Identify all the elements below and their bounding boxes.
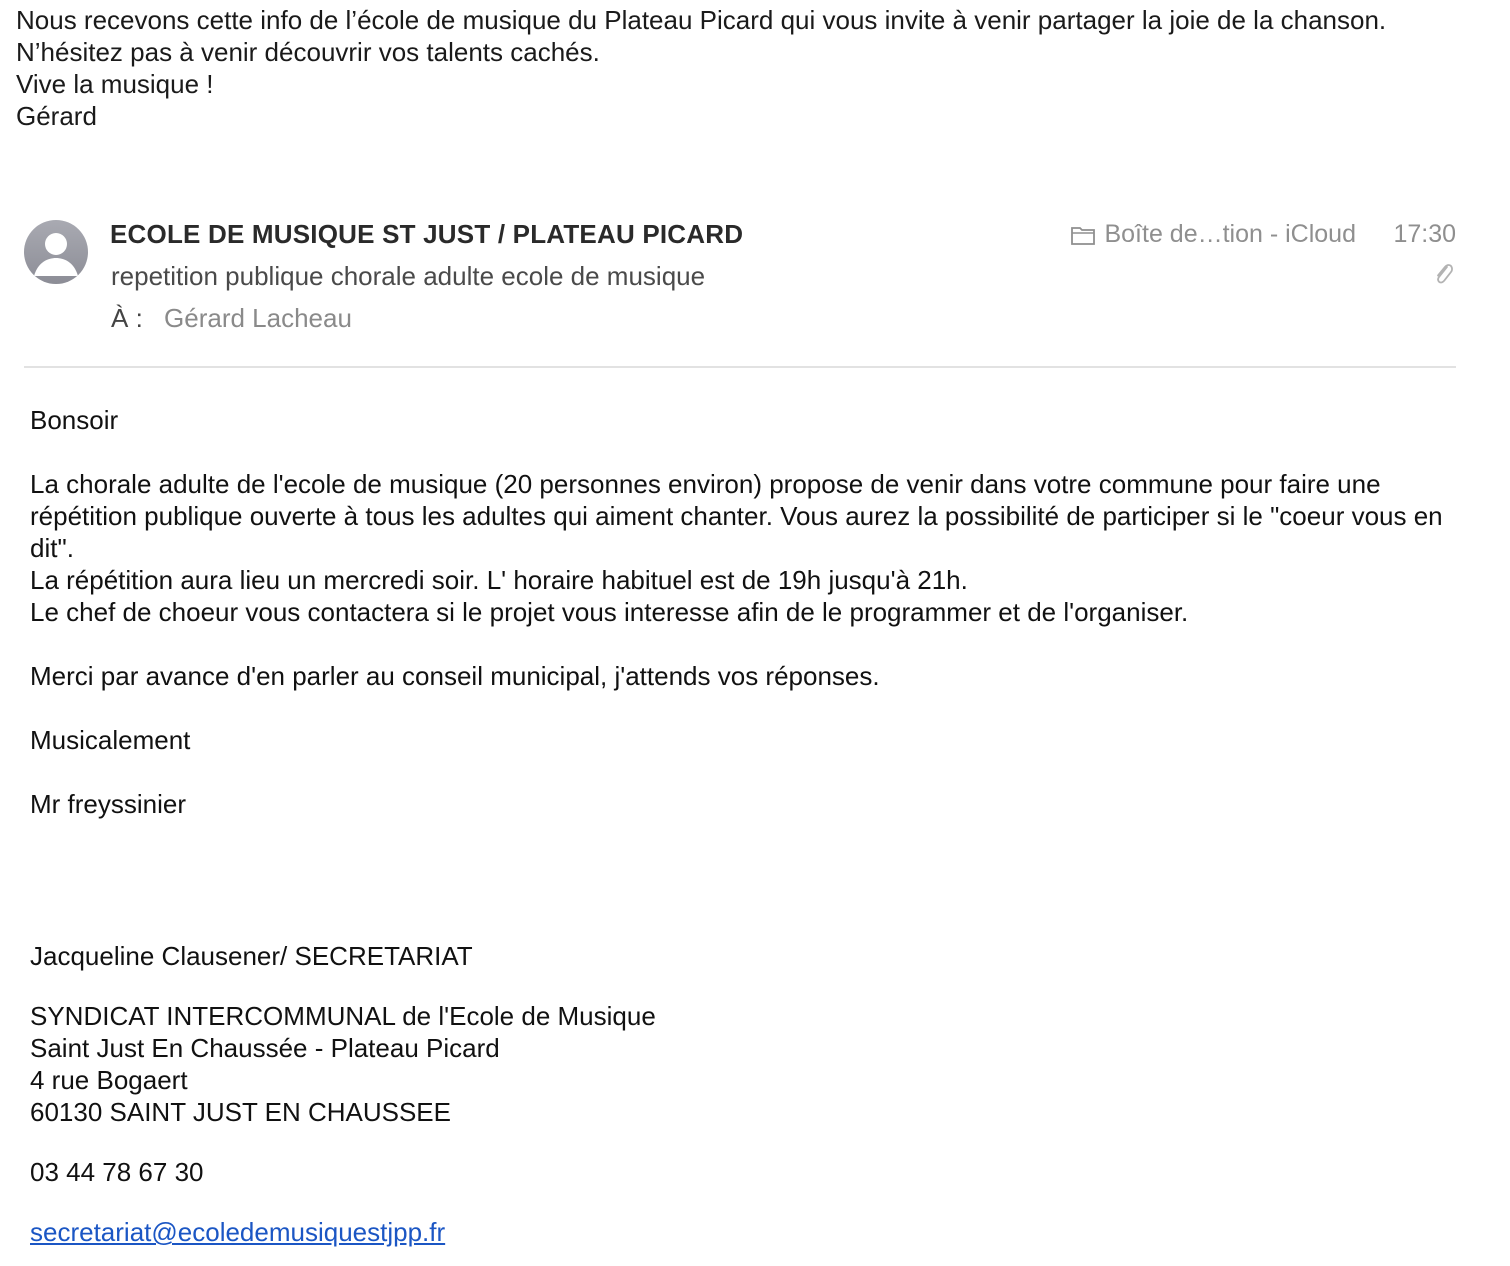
- avatar-icon: [24, 220, 88, 284]
- recipient-row: [111, 303, 352, 334]
- intro-message: [16, 4, 1486, 132]
- greeting: Bonsoir: [30, 405, 119, 435]
- message-body: [30, 404, 1470, 1248]
- thanks-line: Merci par avance d'en parler au conseil municipal, j'attends vos réponses.: [30, 661, 880, 691]
- sender-name[interactable]: ECOLE DE MUSIQUE ST JUST / PLATEAU PICARD: [110, 219, 744, 249]
- mailbox-location[interactable]: [1070, 220, 1356, 249]
- secretariat-line: Jacqueline Clausener/ SECRETARIAT: [30, 941, 473, 971]
- paperclip-icon[interactable]: [1432, 260, 1454, 293]
- message-subject: repetition publique chorale adulte ecole de musique: [111, 261, 706, 291]
- recipient-name[interactable]: Gérard Lacheau: [164, 303, 352, 333]
- phone-number: 03 44 78 67 30: [30, 1157, 204, 1187]
- address-line: 4 rue Bogaert: [30, 1065, 188, 1095]
- intro-signature: Gérard: [16, 101, 97, 131]
- received-time: 17:30: [1393, 220, 1456, 248]
- signature-name: Mr freyssinier: [30, 789, 187, 819]
- closing-line: Musicalement: [30, 725, 191, 755]
- intro-line: Nous recevons cette info de l’école de musique du Plateau Picard qui vous invite à venir partager la joie de la chanson.: [16, 5, 1387, 35]
- body-paragraph: La chorale adulte de l'ecole de musique (20 personnes environ) propose de venir dans votre commune pour faire une répétition publique ouverte à tous les adultes qui aiment chanter. Vous aurez la possibilité de participer si le "coeur vous en dit".: [30, 469, 1443, 563]
- message-header: [24, 216, 1456, 368]
- intro-line: Vive la musique !: [16, 69, 214, 99]
- body-paragraph: Le chef de choeur vous contactera si le projet vous interesse afin de le programmer et de l'organiser.: [30, 597, 1189, 627]
- body-paragraph: La répétition aura lieu un mercredi soir. L' horaire habituel est de 19h jusqu'à 21h.: [30, 565, 968, 595]
- org-line: Saint Just En Chaussée - Plateau Picard: [30, 1033, 500, 1063]
- folder-icon: [1070, 224, 1096, 246]
- email-link[interactable]: secretariat@ecoledemusiquestjpp.fr: [30, 1217, 446, 1247]
- mailbox-name: Boîte de…tion - iCloud: [1104, 220, 1356, 248]
- to-label: À :: [111, 303, 143, 333]
- address-line: 60130 SAINT JUST EN CHAUSSEE: [30, 1097, 451, 1127]
- org-line: SYNDICAT INTERCOMMUNAL de l'Ecole de Musique: [30, 1001, 656, 1031]
- intro-line: N’hésitez pas à venir découvrir vos talents cachés.: [16, 37, 600, 67]
